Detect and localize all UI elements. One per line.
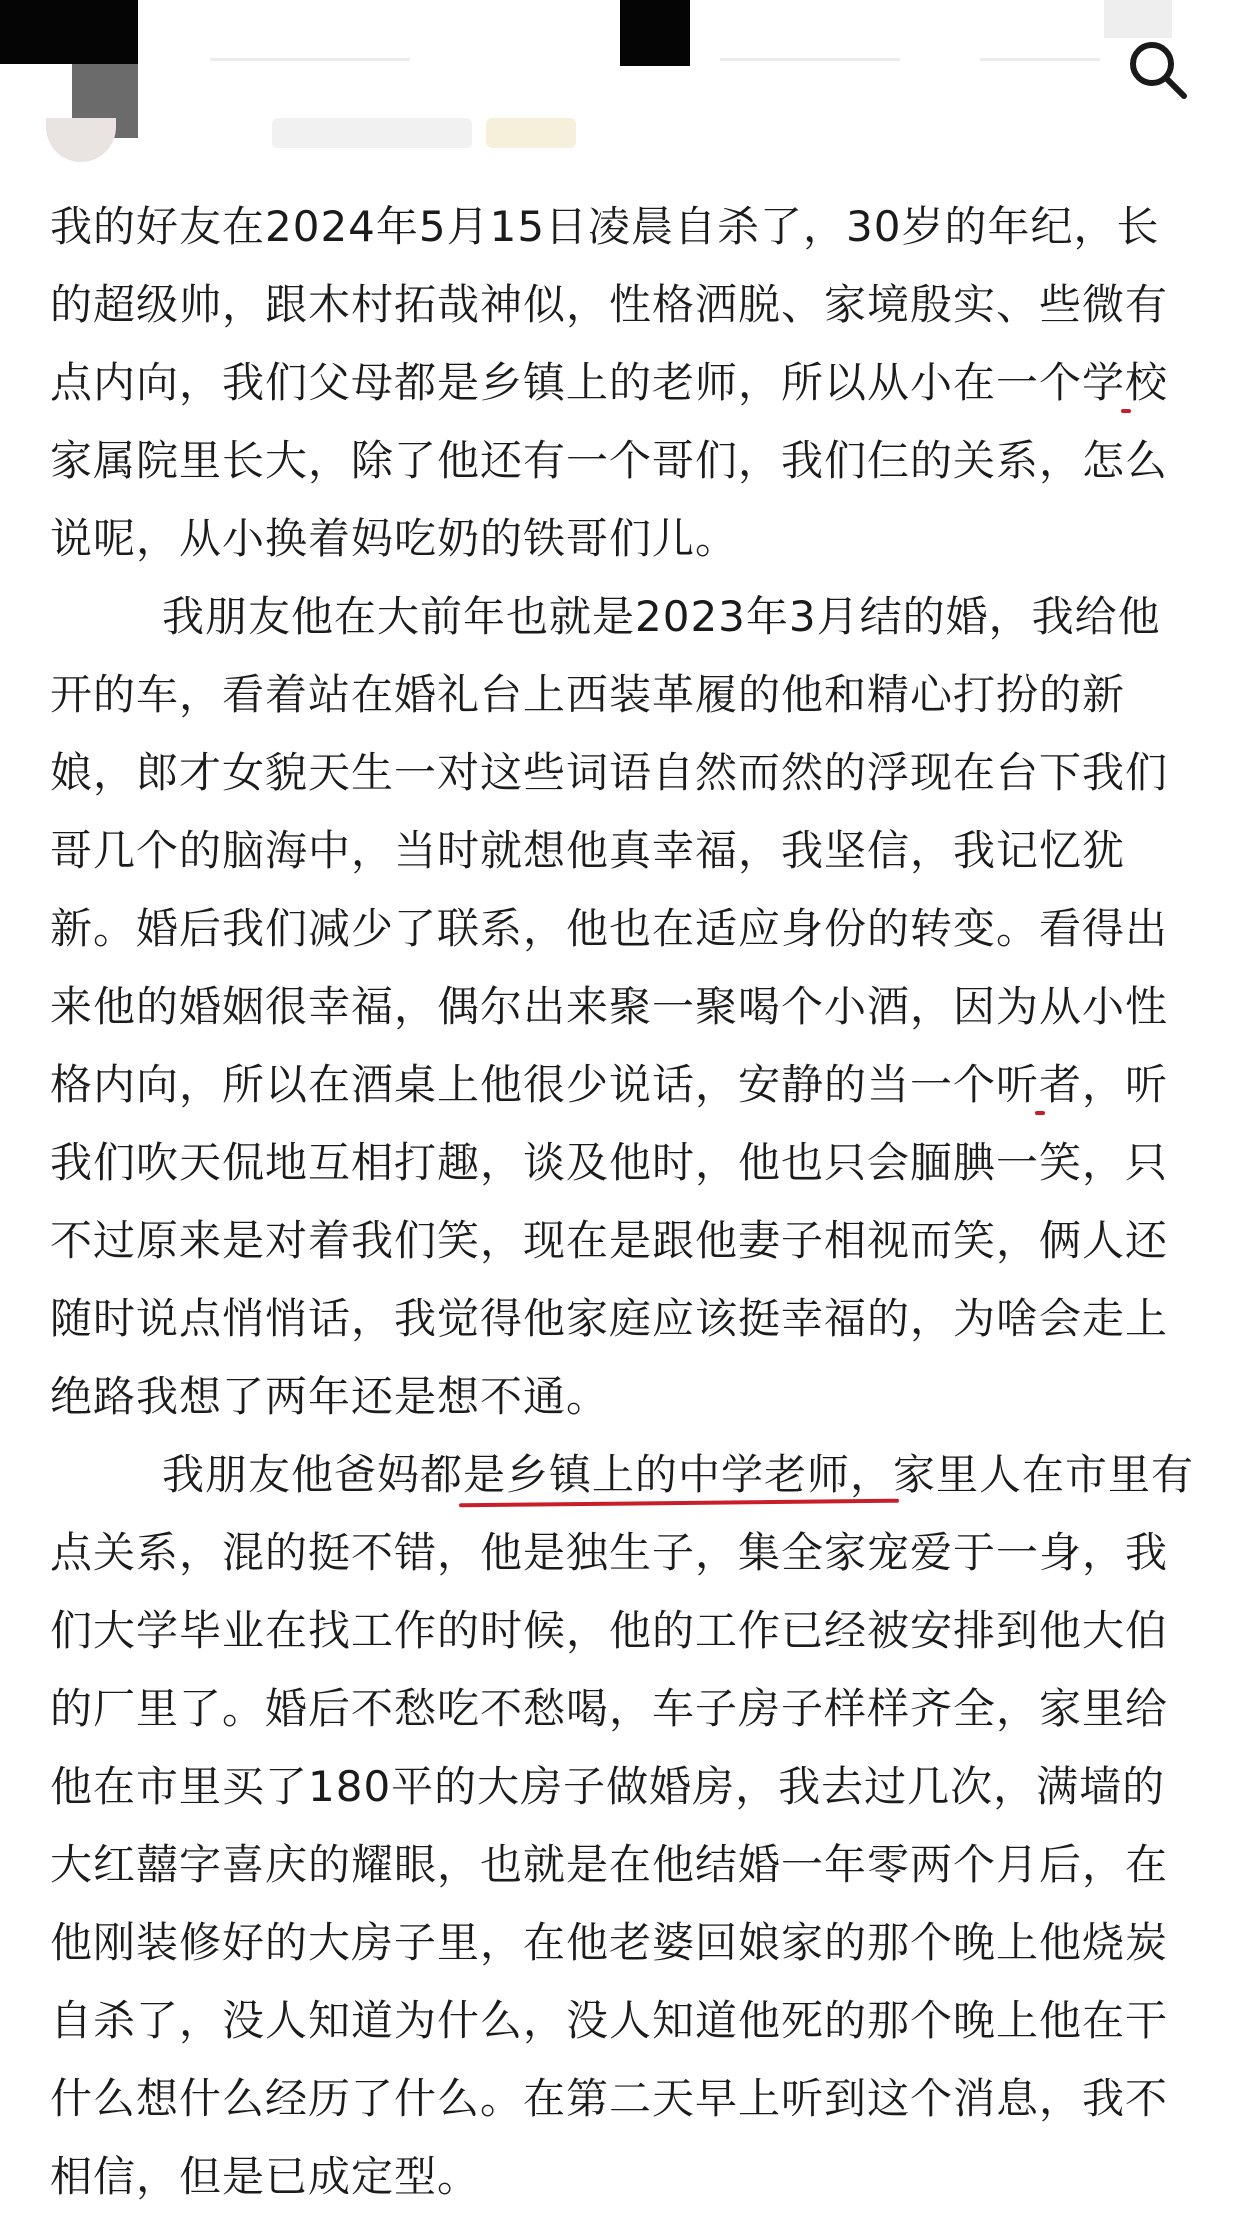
follow-button-redacted[interactable] (486, 118, 576, 148)
divider (720, 58, 900, 61)
search-icon[interactable] (1126, 38, 1190, 102)
top-bar (0, 0, 1242, 175)
paragraph-text: 我的好友在2024年5月15日凌晨自杀了，30岁的年纪，长的超级帅，跟木村拓哉神似，性格洒脱、家境殷实、些微 (50, 202, 1160, 329)
divider (210, 58, 410, 61)
redaction-block (620, 0, 690, 66)
underlined-phrase: 从小性格内向， (50, 982, 1169, 1109)
redaction-block (0, 0, 138, 64)
paragraph-text: 我朋友他爸妈都 (162, 1450, 464, 1499)
article-body (0, 188, 1242, 2216)
avatar[interactable] (46, 118, 116, 162)
paragraph-1 (0, 188, 1242, 578)
username-redacted (272, 118, 472, 148)
underlined-phrase: 是乡镇上的中学老师， (463, 1450, 894, 1499)
paragraph-text: 我朋友他在大前年也就是2023年3月结的婚，我给他开的车，看着站在婚礼台上西装革履的他和精心打扮的新娘，郎才女貌天生一对这些词语自然而然的浮现在台下我们哥几个的脑海中，当时就想他真幸福，我坚信，我记忆犹新。婚后我们减少了联系，他也在适应身份的转变。看得出来他的婚姻很幸福，偶尔出来聚一聚喝个小酒，因为 (50, 592, 1169, 1031)
divider (980, 58, 1100, 61)
paragraph-text: 家里人在市里有点关系，混的挺不错，他是独生子，集全家宠爱于一身，我们大学毕业在找工作的时候，他的工作已经被安排到他大伯的厂里了。婚后不愁吃不愁喝，车子房子样样齐全，家里给他在市里买了180平的大房子做婚房，我去过几次，满墙的大红囍字喜庆的耀眼，也就是在他结婚一年零两个月后，在他刚装修好的大房子里，在他老婆回娘家的那个晚上他烧炭自杀了，没人知道为什么，没人知道他死的那个晚上他在干什么想什么经历了什么。在第二天早上听到这个消息，我不相信，但是已成定型。 (50, 1450, 1195, 2201)
paragraph-text: 所以在酒桌上他很少说话，安静的当一个听者，听我们吹天侃地互相打趣，谈及他时，他也只会腼腆一笑，只不过原来是对着我们笑，现在是跟他妻子相视而笑，俩人还随时说点悄悄话，我觉得他家庭应该挺幸福的，为啥会走上绝路我想了两年还是想不通。 (50, 1060, 1169, 1421)
underlined-phrase: 有点内向 (50, 280, 1169, 407)
paragraph-2 (0, 578, 1242, 1436)
paragraph-text: ，我们父母都是乡镇上的老师，所以从小在一个学校家属院里长大，除了他还有一个哥们，我们仨的关系，怎么说呢，从小换着妈吃奶的铁哥们儿。 (50, 358, 1169, 563)
paragraph-3 (0, 1436, 1242, 2216)
redaction-block (1104, 0, 1172, 38)
